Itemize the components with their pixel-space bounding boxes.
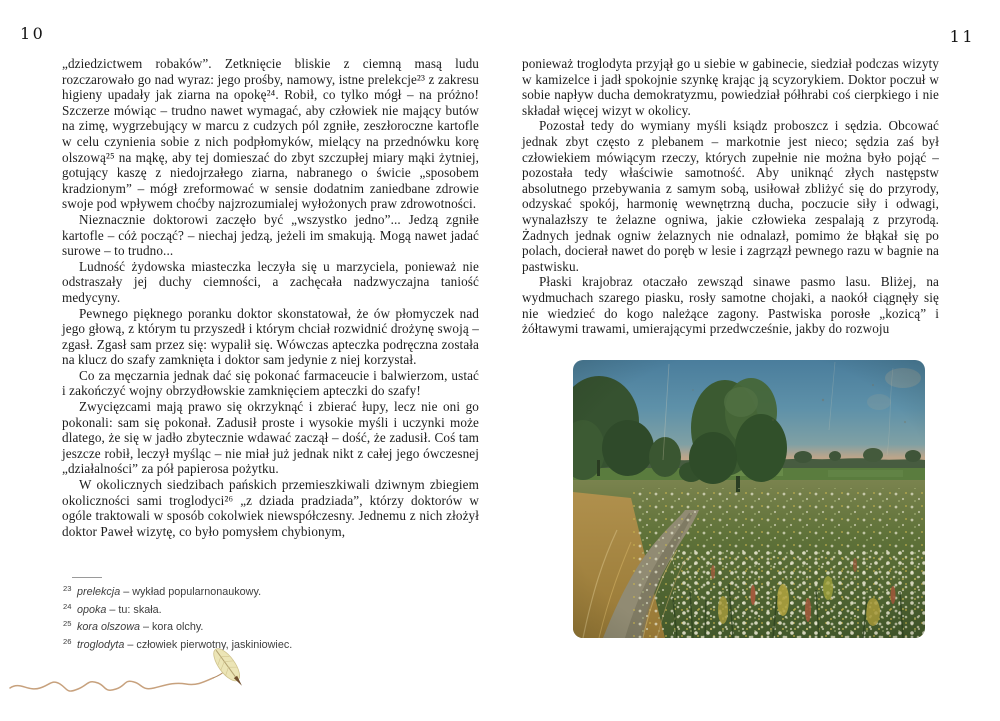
page-right <box>500 0 1000 721</box>
footnote-number: 25 <box>63 619 72 629</box>
paragraph: Pozostał tedy do wymiany myśli ksiądz proboszcz i sędzia. Obcować jednak zbyt często z plebanem – markotnie jest nieco; sędzia zaś był człowiekiem mówiącym rzeczy, których zupełnie nie można było pojąć – pozostała tedy właściwie samotność. Aby uniknąć złych następstw absolutnego przebywania z samym sobą, usiłował zbliżyć się do przyrody, odzyskać spokój, harmonię wewnętrzną ducha, poczucie siły i odwagi, wynalazłszy te żelazne ogniwa, jakie człowieka zespalają z przyrodą. Żadnych jednak ogniw żelaznych nie odnalazł, pomimo że błąkał się po polach, docierał nawet do poręb w lesie i zagrzązł pewnego razu w bagnie na pastwisku. <box>522 118 939 274</box>
quill-flourish-decoration <box>8 648 252 712</box>
paragraph: Zwycięzcami mają prawo się okrzyknąć i zbierać łupy, lecz nie oni go pokonali: sam się pokonał. Zadusił proste i wysokie myśli i uczynki może dlatego, że się w jadło zbytecznie wdawać zaczął – dość, że zadusił. Coś tam jeszcze robił, leczył myśląc – nie miał już jednak nikt z całej jego ówczesnej „działalności” za pół papierosa pożytku. <box>62 399 479 477</box>
footnote-number: 23 <box>63 584 72 593</box>
footnote-term: troglodyta <box>77 638 125 651</box>
paragraph: Ludność żydowska miasteczka leczyła się u marzyciela, ponieważ nie odstraszały jej duchy ciemności, a zachęcała nadzwyczajna taniość medycyny. <box>62 258 479 305</box>
footnote-number: 24 <box>63 601 72 611</box>
paragraph: ponieważ troglodyta przyjął go u siebie w gabinecie, siedział podczas wizyty w kamizelce i jadł spokojnie szynkę krając ją scyzorykiem. Doktor poczuł w sobie napływ ducha demokratyzmu, powiedział półhrabi coś cierpkiego i nie składał więcej wizyt w okolicy. <box>522 56 939 118</box>
footnote-term: kora olszowa <box>77 621 141 634</box>
footnote-separator <box>72 577 102 578</box>
footnote <box>62 617 479 635</box>
paragraph: Płaski krajobraz otaczało zewsząd sinawe pasmo lasu. Bliżej, na wydmuchach szarego piasku, rosły samotne chojaki, a naokół ciągnęły się nie wiedzieć do kogo należące zagony. Pastwiska porosłe „kozicą” i żółtawymi trawami, umierającymi przedwcześnie, jakby do rozwoju <box>522 274 939 337</box>
page-number-left: 10 <box>20 24 46 43</box>
landscape-photo-image <box>573 360 925 638</box>
footnote-definition: – tu: skała. <box>109 603 162 616</box>
landscape-photo <box>573 360 925 638</box>
footnote-term: opoka <box>77 603 107 616</box>
paragraph: Pewnego pięknego poranku doktor skonstatował, że ów płomyczek nad jego głową, z którym tu przyszedł i którym chciał rozwidnić drożynę swoją – zgasł. Zgasł sam przez się: wypalił się. Wówczas apteczka podręczna została na klucz do szafy zamknięta i doktor sam jedynie z niej korzystał. <box>62 305 479 368</box>
page-number-right: 11 <box>949 27 975 46</box>
paragraph: „dziedzictwem robaków”. Zetknięcie bliskie z ciemną masą ludu rozczarowało go nad wyraz: jego prośby, namowy, istne prelekcje²³ z zakresu higieny upadały jak ziarna na opokę²⁴. Robił, co tylko mógł – na próżno! Szczerze mówiąc – trudno nawet wymagać, aby człowiek nie mający butów na zimę, wygrzebujący w marcu z cudzych pól zgniłe, zeszłoroczne kartofle w celu czynienia sobie z nich podpłomyków, mielący na przednówku korę olszową²⁵ na mąkę, aby tej domieszać do zbyt szczupłej miary mąki żytniej, gotujący kaszę z niedojrzałego ziarna, nabranego o świcie „sposobem kradzionym” – mógł zreformować w sensie dodatnim zaniedbane zdrowie swoje pod wpływem choćby najzrozumialej wyłożonych praw zdrowotności. <box>62 56 479 212</box>
paragraph: W okolicznych siedzibach pańskich przemieszkiwali dziwnym zbiegiem okoliczności sami troglodyci²⁶ „z dziada pradziada”, którzy doktorów w ogóle traktowali w sposób cokolwiek niewspółczesny. Jednemu z nich złożył doktor Paweł wizytę, co było pomysłem chybionym, <box>62 477 479 539</box>
quill-feather-icon <box>8 648 252 712</box>
footnote-definition: – człowiek pierwotny, jaskiniowiec. <box>127 638 293 651</box>
footnote <box>62 582 479 600</box>
footnotes <box>62 577 479 652</box>
footnote-definition: – wykład popularnonaukowy. <box>123 586 262 598</box>
footnote-term: prelekcja <box>77 586 121 598</box>
right-text-column <box>522 56 939 337</box>
left-text-column <box>62 56 479 539</box>
footnote-number: 26 <box>63 636 72 646</box>
paragraph: Co za męczarnia jednak dać się pokonać farmaceucie i balwierzom, ustać i zakończyć wojny obrzydłowskie zamknięciem apteczki do szafy! <box>62 367 479 399</box>
footnote-definition: – kora olchy. <box>143 621 204 634</box>
paragraph: Nieznacznie doktorowi zaczęło być „wszystko jedno”... Jedzą zgniłe kartofle – cóż począć? – niechaj jedzą, jeżeli im smakują. Mogą nawet jadać surowe – to trudno... <box>62 211 479 259</box>
footnote <box>62 600 479 618</box>
